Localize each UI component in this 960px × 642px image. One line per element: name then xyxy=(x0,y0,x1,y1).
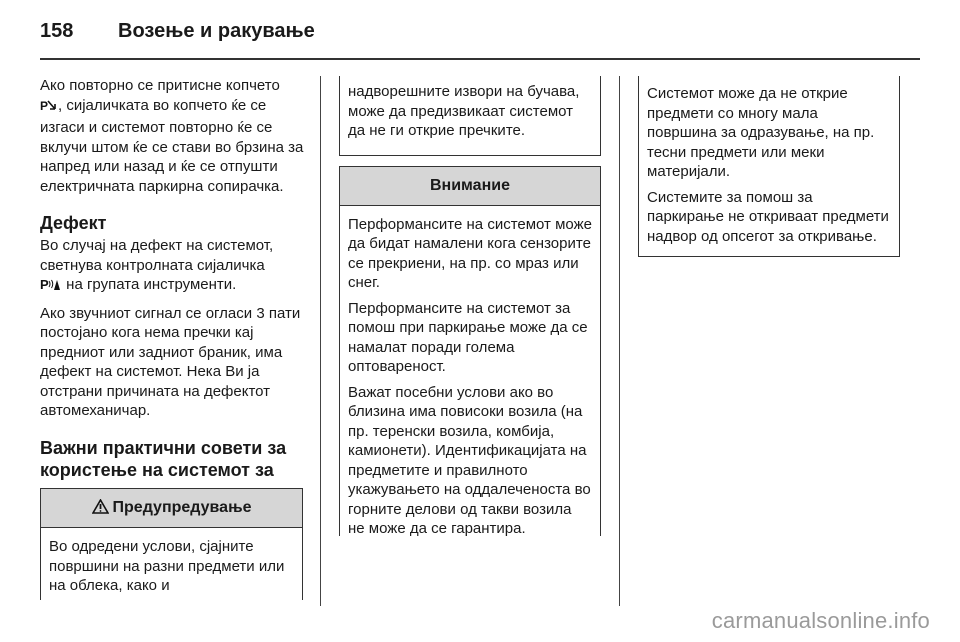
text: , сијаличката во копчето ќе се изгаси и системот повторно ќе се вклучи штом ќе се стави во брзина за напред или назад и ќе се отпушти електричната паркирна сопирачка. xyxy=(40,96,304,195)
caution-box xyxy=(339,166,601,536)
svg-text:P: P xyxy=(40,277,49,292)
text: на групата инструменти. xyxy=(66,276,237,293)
paragraph-button-press xyxy=(40,76,304,196)
text: Во случај на дефект на системот, светнува контролната сијаличка xyxy=(40,237,274,274)
caution-box-title: Внимание xyxy=(340,167,600,206)
section-heading-defect: Дефект xyxy=(40,213,107,233)
column-3 xyxy=(638,76,900,257)
column-divider-2 xyxy=(619,76,620,606)
caution-text-4: Системот може да не открие предмети со многу мала површина за одразување, на пр. тесни предмети или меки материјали. xyxy=(647,85,875,180)
warning-triangle-icon xyxy=(92,491,109,529)
column-1 xyxy=(40,76,304,503)
caution-text-3: Важат посебни услови ако во близина има повисоки возила (на пр. теренски возила, комбија, камионети). Идентификацијата на предметите и правилното укажувањето на оддалеченоста во горните делови од такви возила не може да се гарантира. xyxy=(348,383,591,537)
warning-text-continued: надворешните извори на бучава, може да предизвикаат системот да не ги открие пречките. xyxy=(348,83,580,139)
paragraph-defect-sound: Ако звучниот сигнал се огласи 3 пати постојано кога нема пречки кај предниот или задниот браник, има дефект на системот. Нека Ви ја отстрани причината на дефектот автомеханичар. xyxy=(40,304,301,419)
park-assist-indicator-icon xyxy=(40,276,62,298)
warning-box-header xyxy=(41,489,302,528)
warning-box-title: Предупредување xyxy=(112,499,252,516)
column-divider-1 xyxy=(320,76,321,606)
warning-box xyxy=(40,488,303,600)
watermark: carmanualsonline.info xyxy=(711,608,930,633)
park-assist-button-icon xyxy=(40,98,58,119)
page-number: 158 xyxy=(40,20,74,42)
chapter-title: Возење и ракување xyxy=(118,20,315,42)
warning-box-continued xyxy=(339,76,601,156)
column-2 xyxy=(339,76,601,536)
text: Ако повторно се притисне копчето xyxy=(40,77,280,94)
header-rule xyxy=(40,58,920,60)
caution-box-continued xyxy=(638,76,900,257)
paragraph-defect-indicator xyxy=(40,236,304,298)
warning-text: Во одредени услови, сјајните површини на разни предмети или на облека, како и xyxy=(49,538,285,594)
section-heading-tips: Важни практични совети за користење на системот за xyxy=(40,437,287,480)
caution-text-2: Перформансите на системот за помош при паркирање може да се намалат поради голема оптовареност. xyxy=(348,299,588,375)
page-header xyxy=(0,0,960,60)
caution-text-5: Системите за помош за паркирање не откриваат предмети надвор од опсегот за откривање. xyxy=(647,188,889,245)
caution-text-1: Перформансите на системот може да бидат намалени кога сензорите се прекриени, на пр. со мраз или снег. xyxy=(348,215,592,291)
svg-text:P: P xyxy=(40,98,49,113)
